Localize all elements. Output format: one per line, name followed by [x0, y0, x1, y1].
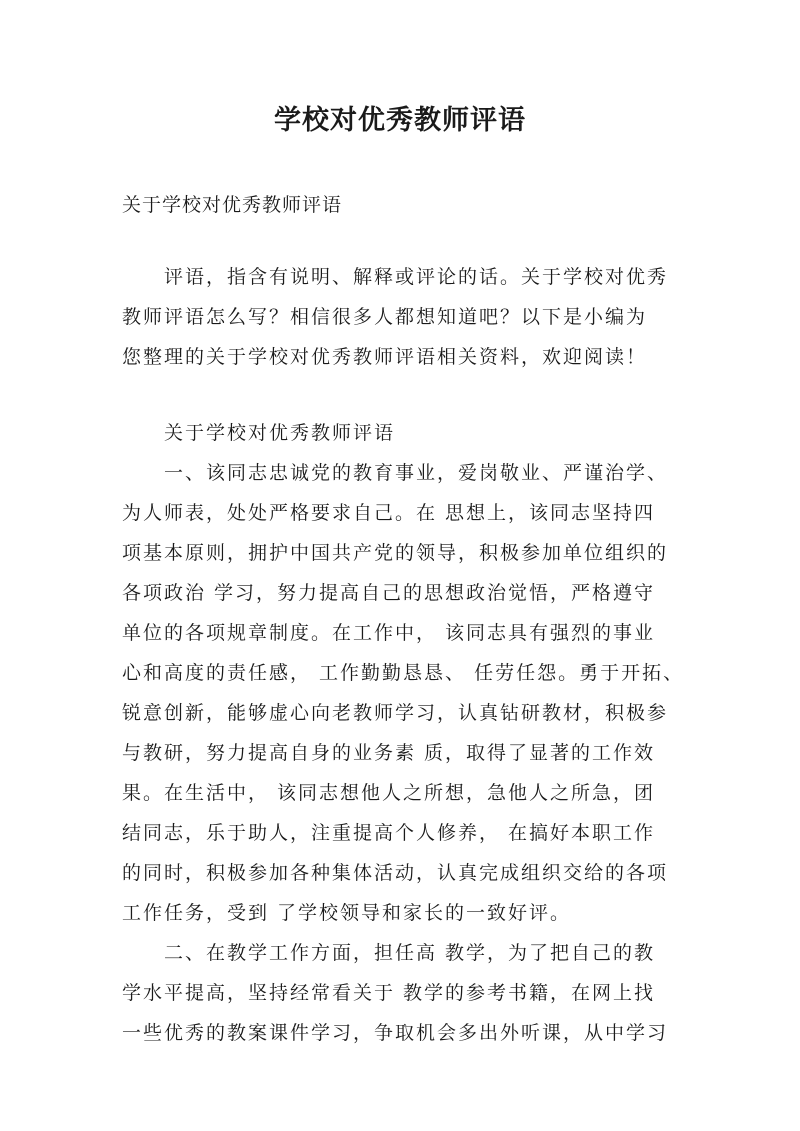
paragraph-line: 单位的各项规章制度。在工作中， 该同志具有强烈的事业 — [122, 622, 656, 644]
paragraph-line: 的同时，积极参加各种集体活动，认真完成组织交给的各项 — [122, 862, 669, 884]
paragraph-line: 二、在教学工作方面，担任高 教学，为了把自己的教 — [164, 942, 656, 964]
paragraph-line: 锐意创新，能够虚心向老教师学习，认真钻研教材，积极参 — [122, 702, 669, 724]
paragraph-line: 各项政治 学习，努力提高自己的思想政治觉悟，严格遵守 — [122, 582, 656, 604]
paragraph-line: 与教研，努力提高自身的业务素 质，取得了显著的工作效 — [122, 742, 656, 764]
paragraph-line: 项基本原则，拥护中国共产党的领导，积极参加单位组织的 — [122, 542, 669, 564]
paragraph-line: 果。在生活中， 该同志想他人之所想，急他人之所急，团 — [122, 782, 656, 804]
paragraph-line: 为人师表，处处严格要求自己。在 思想上，该同志坚持四 — [122, 502, 656, 524]
paragraph-line: 心和高度的责任感， 工作勤勤恳恳、 任劳任怨。勇于开拓、 — [122, 662, 685, 684]
intro-line: 评语，指含有说明、解释或评论的话。关于学校对优秀 — [164, 266, 669, 288]
document-subtitle: 关于学校对优秀教师评语 — [122, 194, 343, 216]
intro-line: 教师评语怎么写？相信很多人都想知道吧？以下是小编为 — [122, 306, 648, 328]
paragraph-line: 工作任务，受到 了学校领导和家长的一致好评。 — [122, 902, 572, 924]
intro-line: 您整理的关于学校对优秀教师评语相关资料，欢迎阅读！ — [122, 346, 648, 368]
paragraph-line: 学水平提高，坚持经常看关于 教学的参考书籍，在网上找 — [122, 982, 656, 1004]
paragraph-line: 一、该同志忠诚党的教育事业，爱岗敬业、严谨治学、 — [164, 462, 669, 484]
paragraph-line: 一些优秀的教案课件学习，争取机会多出外听课，从中学习 — [122, 1022, 669, 1044]
paragraph-line: 结同志，乐于助人，注重提高个人修养， 在搞好本职工作 — [122, 822, 656, 844]
document-title: 学校对优秀教师评语 — [274, 105, 526, 136]
section-heading: 关于学校对优秀教师评语 — [164, 422, 396, 444]
